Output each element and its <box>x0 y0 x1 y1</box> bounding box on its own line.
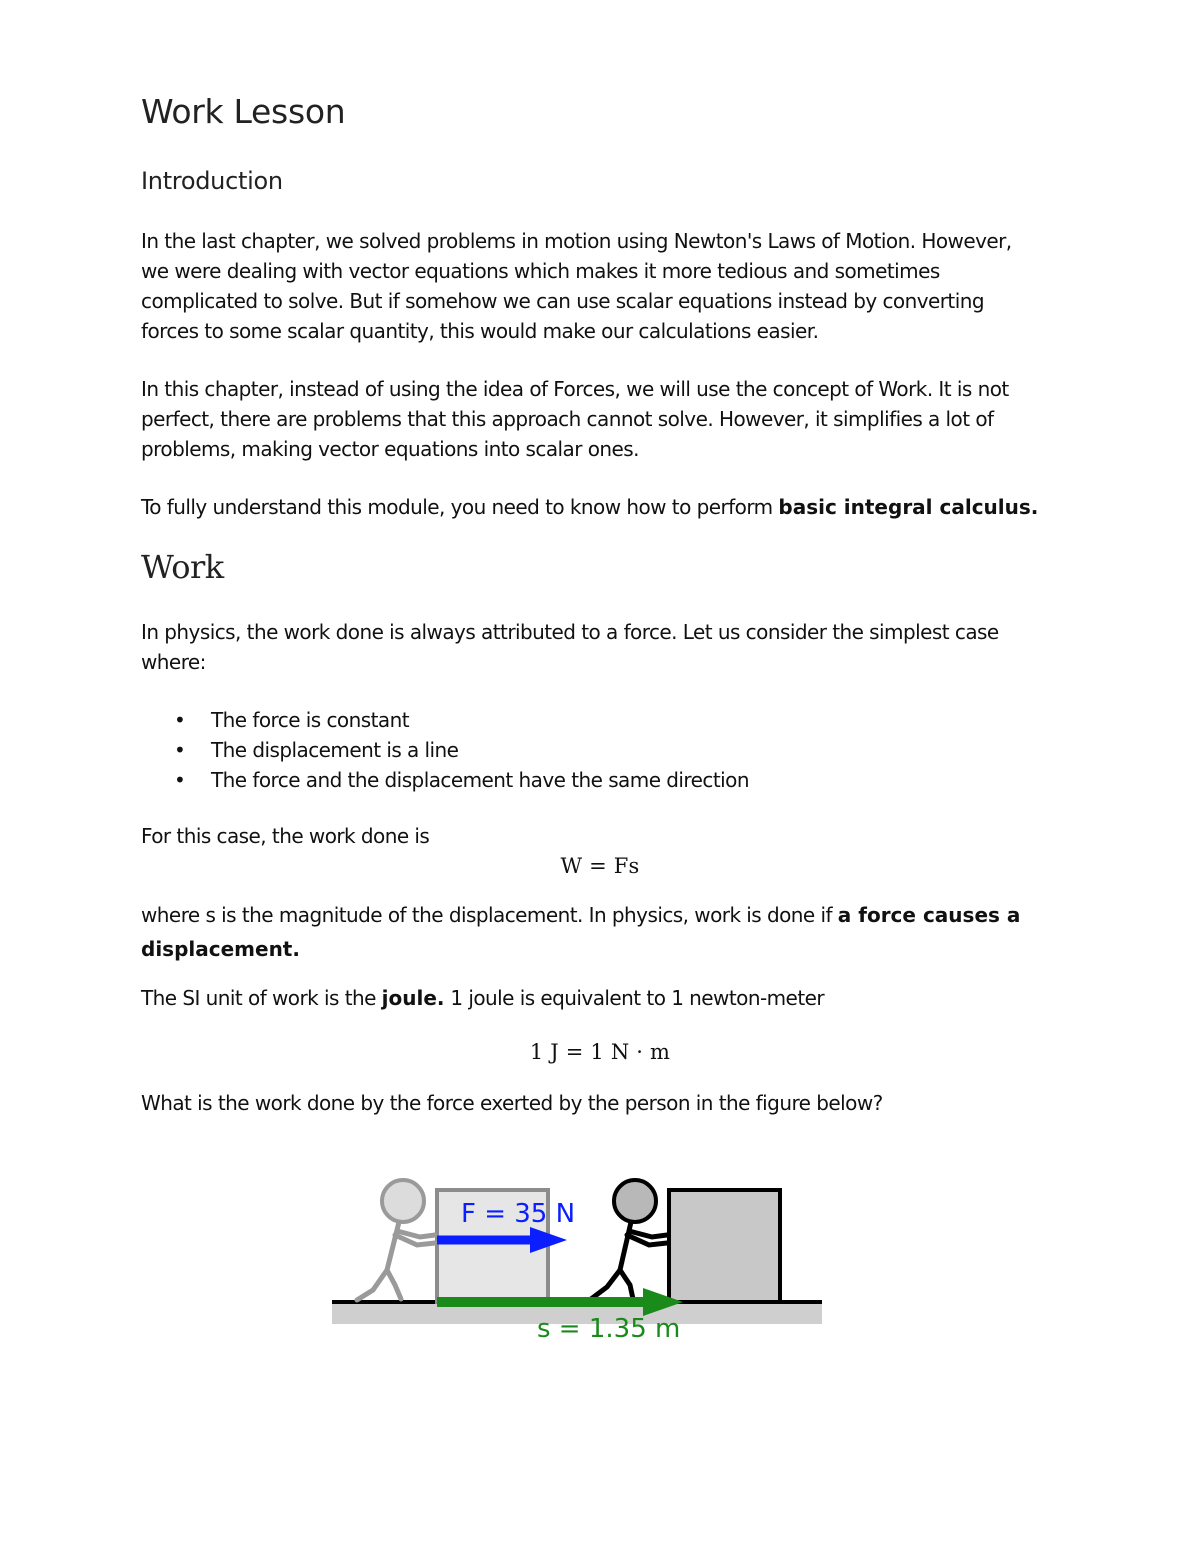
case-text: For this case, the work done is <box>141 824 430 848</box>
text-line: perfect, there are problems that this approach cannot solve. However, it simplifies a lot of <box>141 407 994 431</box>
intro-heading: Introduction <box>141 167 283 195</box>
person-final-head <box>614 1180 656 1222</box>
person-final-leg <box>620 1270 633 1299</box>
where-line-2: displacement. <box>141 937 300 961</box>
person-initial-head <box>382 1180 424 1222</box>
bold-text: a force causes a <box>837 903 1021 927</box>
text-line: In physics, the work done is always attributed to a force. Let us consider the simplest case <box>141 620 999 644</box>
equation-work: W = Fs <box>560 854 640 878</box>
list-item: The force is constant <box>211 708 410 732</box>
list-item: The displacement is a line <box>211 738 459 762</box>
text-line: we were dealing with vector equations which makes it more tedious and sometimes <box>141 259 940 283</box>
text-span: 1 joule is equivalent to 1 newton-meter <box>444 986 825 1010</box>
text-line: In this chapter, instead of using the idea of Forces, we will use the concept of Work. It is not <box>141 377 1009 401</box>
text-span: where s is the magnitude of the displacement. In physics, work is done if <box>141 903 838 927</box>
bold-text: basic integral calculus. <box>778 495 1039 519</box>
displacement-label: s = 1.35 m <box>537 1314 681 1344</box>
where-line-1 <box>141 900 1020 930</box>
bold-text: joule. <box>381 986 445 1010</box>
text-span: To fully understand this module, you need to know how to perform <box>141 495 779 519</box>
si-unit-line <box>141 983 824 1013</box>
text-line: complicated to solve. But if somehow we can use scalar equations instead by converting <box>141 289 984 313</box>
text-span: The SI unit of work is the <box>141 986 382 1010</box>
bullet-icon: • <box>174 708 186 732</box>
text-line: problems, making vector equations into scalar ones. <box>141 437 639 461</box>
force-label: F = 35 N <box>461 1199 576 1229</box>
bullet-icon: • <box>174 768 186 792</box>
work-heading: Work <box>141 548 224 586</box>
equation-joule: 1 J = 1 N · m <box>529 1040 671 1064</box>
question-text: What is the work done by the force exerted by the person in the figure below? <box>141 1091 883 1115</box>
text-line: where: <box>141 650 206 674</box>
intro-paragraph-3 <box>141 492 1038 522</box>
page-title: Work Lesson <box>141 92 346 131</box>
person-initial-leg <box>357 1270 387 1300</box>
box-final <box>669 1190 780 1302</box>
text-line: In the last chapter, we solved problems in motion using Newton's Laws of Motion. However, <box>141 229 1012 253</box>
person-final <box>591 1180 667 1299</box>
list-item: The force and the displacement have the same direction <box>211 768 749 792</box>
person-final-leg <box>591 1270 620 1299</box>
person-initial-leg <box>387 1270 401 1299</box>
work-figure <box>325 1165 830 1350</box>
bullet-icon: • <box>174 738 186 762</box>
person-initial <box>357 1180 435 1300</box>
text-line: forces to some scalar quantity, this would make our calculations easier. <box>141 319 819 343</box>
